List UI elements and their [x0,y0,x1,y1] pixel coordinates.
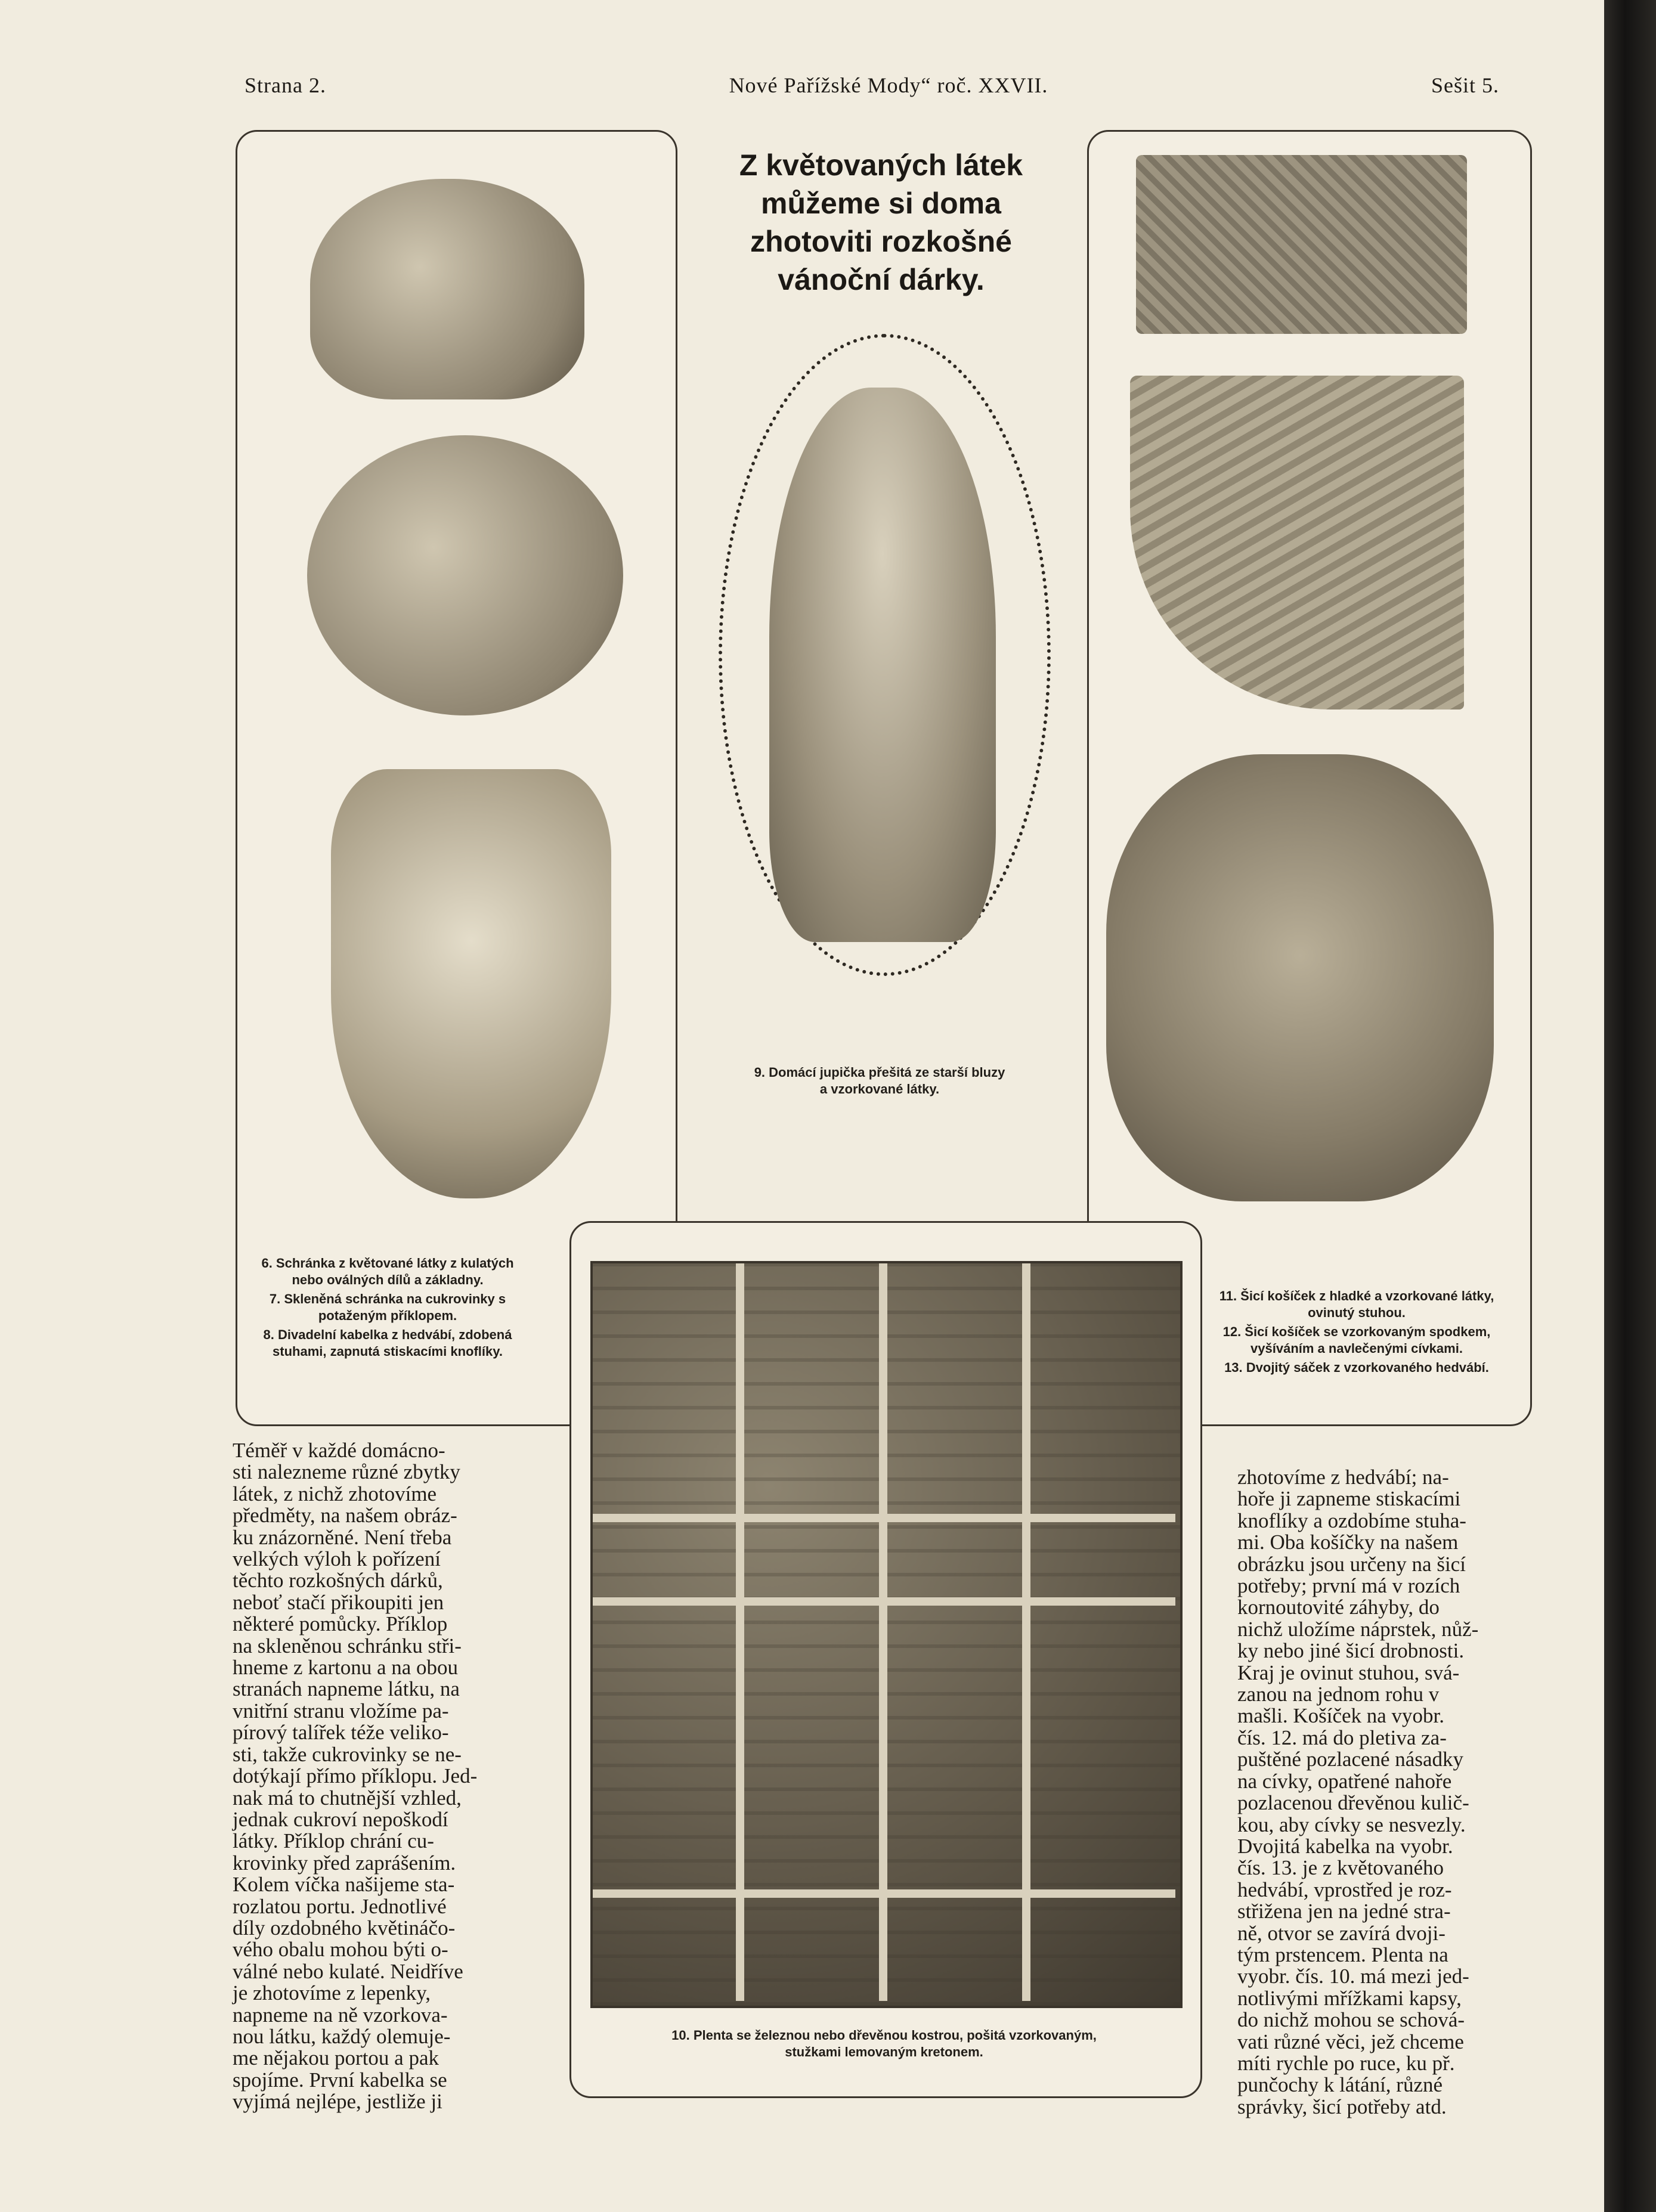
screen-post [879,1263,887,2001]
headline-line: zhotoviti rozkošné [750,225,1012,258]
caption-item: 7. Skleněná schránka na cukrovinky s potaženým příklopem. [269,1291,506,1323]
article-text-left-column [233,1440,513,2113]
text-line: Dvojitá kabelka na vyobr. [1237,1834,1453,1858]
text-line: pozlacenou dřevěnou kulič- [1237,1791,1469,1815]
text-line: na skleněnou schránku stři- [233,1634,462,1658]
text-line: předměty, na našem obráz- [233,1504,457,1528]
double-bag-illustration [1106,754,1494,1201]
sewing-tray-illustration [1136,155,1467,334]
text-line: neboť stačí přikoupiti jen [233,1590,444,1614]
text-line: čís. 13. je z květovaného [1237,1856,1444,1880]
text-line: je zhotovíme z lepenky, [233,1981,431,2005]
text-line: některé pomůcky. Příklop [233,1612,448,1636]
headline-line: můžeme si doma [761,187,1001,220]
text-line: těchto rozkošných dárků, [233,1569,443,1593]
house-jacket-illustration [769,388,996,942]
issue-number: Sešit 5. [1431,73,1500,97]
article-headline [686,146,1076,299]
text-line: hedvábí, vprostřed je roz- [1237,1878,1452,1901]
text-line: sti nalezneme různé zbytky [233,1460,460,1484]
text-line: míti rychle po ruce, ku př. [1237,2051,1455,2075]
text-line: kou, aby cívky se nesvezly. [1237,1813,1466,1836]
text-line: nak má to chutnější vzhled, [233,1786,462,1810]
text-line: notlivými mřížkami kapsy, [1237,1986,1462,2010]
text-line: zhotovíme z hedvábí; na- [1237,1466,1449,1489]
text-line: mašli. Košíček na vyobr. [1237,1704,1445,1728]
text-line: nichž uložíme náprstek, nůž- [1237,1617,1479,1641]
text-line: me nějakou portou a pak [233,2046,439,2070]
text-line: tým prstencem. Plenta na [1237,1943,1448,1966]
text-line: zanou na jednom rohu v [1237,1683,1440,1706]
text-line: punčochy k látání, různé [1237,2073,1443,2097]
text-line: sti, takže cukrovinky se ne- [233,1742,462,1766]
text-line: vyjímá nejlépe, jestliže ji [233,2090,442,2114]
text-line: napneme na ně vzorkova- [233,2003,448,2027]
caption-figure-10 [590,2027,1178,2061]
text-line: do nichž mohou se schová- [1237,2008,1465,2032]
caption-figure-9 [704,1064,1055,1098]
text-line: pírový talířek téže veliko- [233,1721,449,1745]
text-line: na cívky, opatřené nahoře [1237,1769,1452,1793]
text-line: knoflíky a ozdobíme stuha- [1237,1508,1466,1532]
text-line: válné nebo kulaté. Neidříve [233,1959,463,1983]
glass-candy-box-illustration [307,435,623,715]
headline-line: vánoční dárky. [778,263,985,296]
text-line: Kolem víčka našijeme sta- [233,1873,455,1897]
text-line: hoře ji zapneme stiskacími [1237,1487,1461,1511]
caption-figures-11-13 [1217,1288,1497,1378]
text-line: potřeby; první má v rozích [1237,1574,1460,1598]
page-number: Strana 2. [244,73,326,97]
text-line: spojíme. První kabelka se [233,2068,447,2092]
text-line: správky, šicí potřeby atd. [1237,2095,1447,2118]
caption-item: 12. Šicí košíček se vzorkovaným spodkem, vyšíváním a navlečenými cívkami. [1222,1324,1491,1356]
text-line: látek, z nichž zhotovíme [233,1482,437,1505]
text-line: střižena jen na jedné stra- [1237,1900,1451,1923]
caption-line: 10. Plenta se železnou nebo dřevěnou kostrou, pošitá vzorkovaným, [671,2028,1097,2043]
caption-item: 11. Šicí košíček z hladké a vzorkované látky, ovinutý stuhou. [1219,1288,1494,1320]
text-line: velkých výloh k pořízení [233,1547,441,1571]
caption-item: 6. Schránka z květované látky z kulatých nebo oválných dílů a základny. [261,1256,514,1287]
article-text-right-column [1237,1467,1536,2118]
text-line: dotýkají přímo příklopu. Jed- [233,1764,478,1788]
text-line: kornoutovité záhyby, do [1237,1596,1440,1619]
theatre-bag-illustration [331,769,611,1198]
text-line: čís. 12. má do pletiva za- [1237,1725,1447,1749]
binding-edge [1604,0,1656,2212]
text-line: jednak cukroví nepoškodí [233,1807,448,1831]
text-line: nou látku, každý olemuje- [233,2024,451,2048]
text-line: ku znázorněné. Není třeba [233,1525,452,1549]
caption-line: stužkami lemovaným kretonem. [785,2044,983,2059]
text-line: ně, otvor se zavírá dvoji- [1237,1921,1445,1945]
text-line: vati různé věci, jež chceme [1237,2030,1464,2053]
folding-screen-illustration [590,1261,1183,2008]
screen-post [736,1263,744,2001]
publication-title: Nové Pařížské Mody“ roč. XXVII. [729,73,1048,97]
text-line: vyobr. čís. 10. má mezi jed- [1237,1965,1469,1988]
caption-item: 8. Divadelní kabelka z hedvábí, zdobená stuhami, zapnutá stiskacími knoflíky. [263,1327,512,1359]
text-line: Kraj je ovinut stuhou, svá- [1237,1660,1460,1684]
text-line: Téměř v každé domácno- [233,1439,445,1462]
text-line: stranách napneme látku, na [233,1677,460,1701]
floral-box-illustration [310,179,584,399]
text-line: rozlatou portu. Jednotlivé [233,1894,447,1918]
text-line: obrázku jsou určeny na šicí [1237,1552,1466,1576]
text-line: mi. Oba košíčky na našem [1237,1531,1459,1554]
text-line: krovinky před zaprášením. [233,1851,456,1875]
text-line: hneme z kartonu a na obou [233,1656,459,1680]
headline-line: Z květovaných látek [739,148,1023,182]
text-line: vého obalu mohou býti o- [233,1938,448,1962]
text-line: ky nebo jiné šicí drobnosti. [1237,1639,1465,1663]
caption-line: a vzorkované látky. [819,1082,940,1096]
caption-figures-6-8 [250,1255,525,1362]
text-line: puštěné pozlacené násadky [1237,1748,1464,1771]
caption-item: 13. Dvojitý sáček z vzorkovaného hedvábí. [1224,1360,1489,1375]
caption-line: 9. Domácí jupička přešitá ze starší bluzy [754,1065,1005,1080]
screen-post [1022,1263,1030,2001]
text-line: látky. Příklop chrání cu- [233,1829,434,1853]
text-line: díly ozdobného květináčo- [233,1916,456,1940]
text-line: vnitřní stranu vložíme pa- [233,1699,449,1722]
